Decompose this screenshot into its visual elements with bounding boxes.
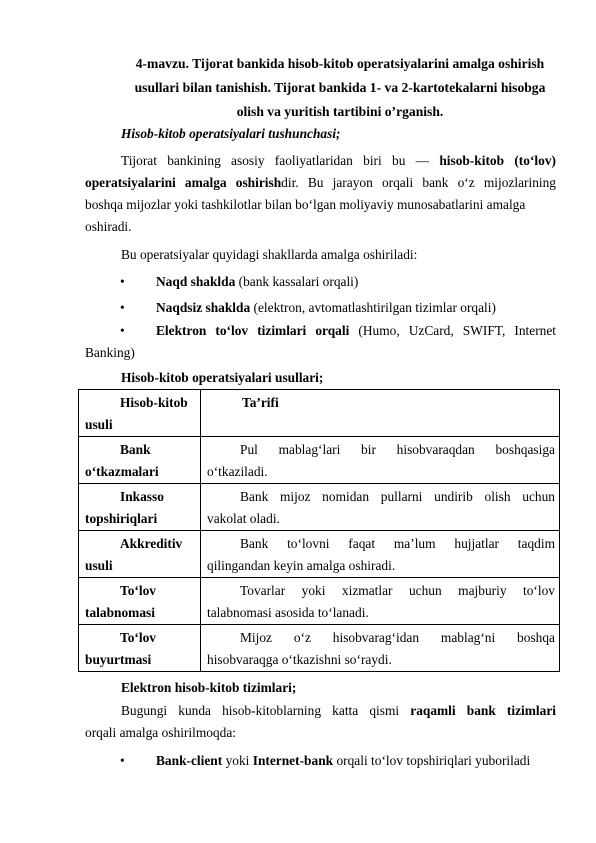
table-row xyxy=(79,437,560,484)
method-description-cell: Pul mablag‘lari bir hisobvaraqdan boshqasiga o‘tkaziladi. xyxy=(201,437,560,484)
title-line-1: 4-mavzu. Tijorat bankida hisob-kitob operatsiyalarini amalga oshirish xyxy=(135,56,545,71)
method-name-cell: Bank o‘tkazmalari xyxy=(79,437,201,484)
table-row xyxy=(79,578,560,625)
method-description-cell: Tovarlar yoki xizmatlar uchun majburiy to‘lov talabnomasi asosida to‘lanadi. xyxy=(201,578,560,625)
list-item: • Naqd shaklda (bank kassalari orqali) xyxy=(120,271,556,293)
list-item: • Naqdsiz shaklda (elektron, avtomatlashtirilgan tizimlar orqali) xyxy=(120,297,556,319)
bold-term: hisob-kitob (to‘lov) xyxy=(439,153,556,168)
document-title xyxy=(100,52,580,124)
list-item-continuation: Banking) xyxy=(85,345,135,360)
section-subtitle-concept: Hisob-kitob operatsiyalari tushunchasi; xyxy=(121,126,341,141)
paragraph-line: boshqa mijozlar yoki tashkilotlar bilan bo‘lgan moliyaviy munosabatlarini amalga xyxy=(85,197,526,212)
paragraph-forms: Bu operatsiyalar quyidagi shakllarda amalga oshiriladi: xyxy=(121,247,418,262)
method-description-cell: Bank mijoz nomidan pullarni undirib olish uchun vakolat oladi. xyxy=(201,484,560,531)
method-description-cell: Mijoz o‘z hisobvarag‘idan mablag‘ni boshqa hisobvaraqga o‘tkazishni so‘raydi. xyxy=(201,625,560,672)
title-line-3: olish va yuritish tartibini o’rganish. xyxy=(236,104,444,119)
bullet-icon: • xyxy=(120,274,125,289)
method-description-cell: Bank to‘lovni faqat ma’lum hujjatlar taqdim qilingandan keyin amalga oshiradi. xyxy=(201,531,560,578)
paragraph-line: operatsiyalarini amalga oshirishdir. Bu jarayon orqali bank o‘z mijozlarining xyxy=(85,175,556,190)
table-row xyxy=(79,625,560,672)
paragraph-line: Tijorat bankining asosiy faoliyatlaridan biri bu — hisob-kitob (to‘lov) xyxy=(121,153,556,168)
title-line-2: usullari bilan tanishish. Tijorat bankida 1- va 2-kartotekalarni hisobga xyxy=(134,80,546,95)
paragraph-line: orqali amalga oshirilmoqda: xyxy=(85,725,236,740)
section-subtitle-methods: Hisob-kitob operatsiyalari usullari; xyxy=(121,370,324,385)
table-header-cell: Ta’rifi xyxy=(201,390,560,437)
paragraph-line: oshiradi. xyxy=(85,219,132,234)
table-header-cell: Hisob-kitob usuli xyxy=(79,390,201,437)
list-item: • Elektron to‘lov tizimlari orqali (Humo, UzCard, SWIFT, Internet xyxy=(120,320,556,342)
bold-term: operatsiyalarini amalga oshirish xyxy=(85,175,282,190)
paragraph-line: Bugungi kunda hisob-kitoblarning katta qismi raqamli bank tizimlari xyxy=(121,703,557,718)
bold-term: raqamli bank tizimlari xyxy=(410,703,557,718)
method-name-cell: Akkreditiv usuli xyxy=(79,531,201,578)
method-name-cell: To‘lov talabnomasi xyxy=(79,578,201,625)
bullet-icon: • xyxy=(120,300,125,315)
bullet-icon: • xyxy=(120,323,125,338)
table-row xyxy=(79,484,560,531)
methods-table xyxy=(78,389,560,672)
table-row xyxy=(79,531,560,578)
bullet-icon: • xyxy=(120,753,125,768)
list-item: • Bank-client yoki Internet-bank orqali to‘lov topshiriqlari yuboriladi xyxy=(120,750,556,772)
method-name-cell: To‘lov buyurtmasi xyxy=(79,625,201,672)
method-name-cell: Inkasso topshiriqlari xyxy=(79,484,201,531)
table-header-row xyxy=(79,390,560,437)
section-subtitle-electronic: Elektron hisob-kitob tizimlari; xyxy=(121,680,297,695)
